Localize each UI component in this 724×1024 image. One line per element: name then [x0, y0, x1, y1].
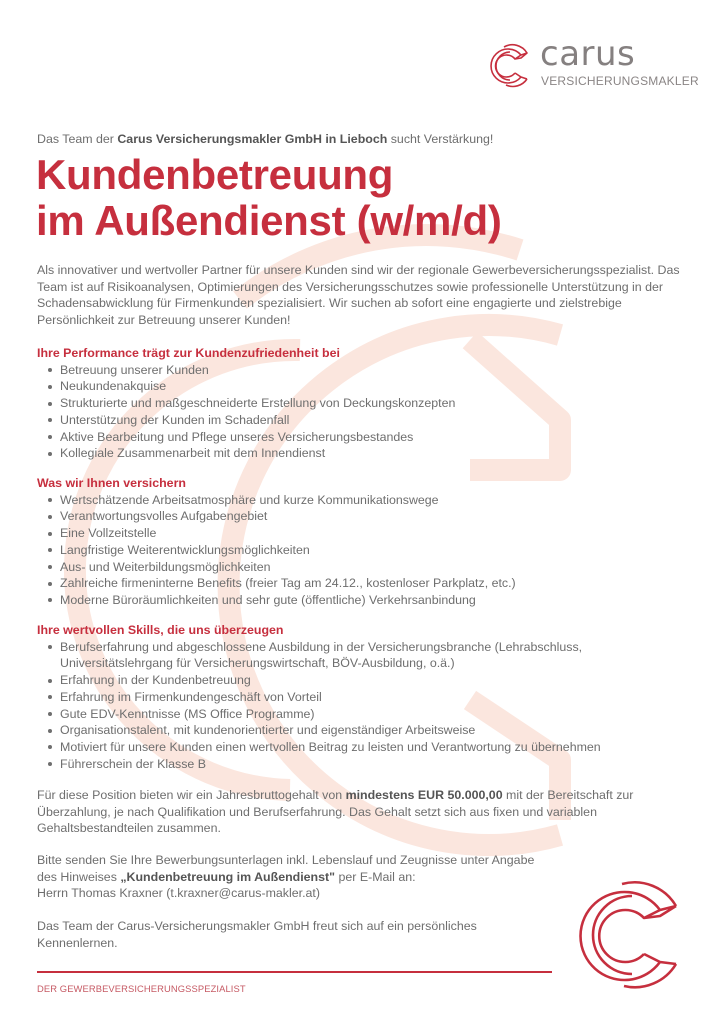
logo-subtitle: VERSICHERUNGSMAKLER: [541, 74, 699, 88]
list-item: Kollegiale Zusammenarbeit mit dem Innendienst: [48, 445, 697, 462]
carus-logo: [484, 34, 699, 92]
apply-line-1: Bitte senden Sie Ihre Bewerbungsunterlagen inkl. Lebenslauf und Zeugnisse unter Angabe: [37, 853, 535, 867]
list-item: Wertschätzende Arbeitsatmosphäre und kurze Kommunikationswege: [48, 492, 697, 509]
section-skills: [37, 622, 697, 772]
closing-line-1: Das Team der Carus-Versicherungsmakler GmbH freut sich auf ein persönliches: [37, 919, 477, 933]
carus-c-logo-icon: [484, 42, 534, 90]
list-item: Zahlreiche firmeninterne Benefits (freier Tag am 24.12., kostenloser Parkplatz, etc.): [48, 575, 697, 592]
intro-prefix: Das Team der: [37, 132, 118, 146]
list-item: Strukturierte und maßgeschneiderte Erstellung von Deckungskonzepten: [48, 395, 697, 412]
list-item: Gute EDV-Kenntnisse (MS Office Programme): [48, 706, 697, 723]
list-item: Berufserfahrung und abgeschlossene Ausbildung in der Versicherungsbranche (Lehrabschluss, Universitätslehrgang für Versicherungswirtschaft, BÖV-Ausbildung, o.ä.): [48, 639, 697, 672]
list-item: Erfahrung in der Kundenbetreuung: [48, 672, 697, 689]
section-benefits: [37, 475, 697, 609]
list-item: Neukundenakquise: [48, 378, 697, 395]
list-item: Aus- und Weiterbildungsmöglichkeiten: [48, 559, 697, 576]
section-heading: Ihre wertvollen Skills, die uns überzeugen: [37, 623, 284, 637]
title-line-2: im Außendienst (w/m/d): [36, 197, 502, 244]
bullet-list: [48, 492, 697, 609]
intro-line: [37, 131, 493, 147]
list-item: Unterstützung der Kunden im Schadenfall: [48, 412, 697, 429]
section-performance: [37, 345, 697, 462]
bullet-list: [48, 362, 697, 462]
section-heading: Was wir Ihnen versichern: [37, 476, 186, 490]
list-item: Motiviert für unsere Kunden einen wertvollen Beitrag zu leisten und Verantwortung zu übernehmen: [48, 739, 697, 756]
salary-prefix: Für diese Position bieten wir ein Jahresbruttogehalt von: [37, 788, 346, 802]
salary-paragraph: [37, 787, 697, 837]
page-title: [36, 152, 502, 244]
list-item: Aktive Bearbeitung und Pflege unseres Versicherungsbestandes: [48, 429, 697, 446]
logo-wordmark: carus: [540, 34, 636, 74]
section-heading: Ihre Performance trägt zur Kundenzufriedenheit bei: [37, 346, 340, 360]
list-item: Langfristige Weiterentwicklungsmöglichkeiten: [48, 542, 697, 559]
list-item: Eine Vollzeitstelle: [48, 525, 697, 542]
apply-line-2-prefix: des Hinweises: [37, 869, 121, 884]
salary-amount: mindestens EUR 50.000,00: [345, 788, 503, 802]
list-item: Führerschein der Klasse B: [48, 756, 697, 773]
list-item: Verantwortungsvolles Aufgabengebiet: [48, 508, 697, 525]
footer-tagline: DER GEWERBEVERSICHERUNGSSPEZIALIST: [37, 983, 246, 994]
closing-line-2: Kennenlernen.: [37, 935, 118, 950]
contact-email-link[interactable]: t.kraxner@carus-makler.at: [170, 886, 316, 901]
footer-divider: [37, 971, 552, 973]
list-item: Organisationstalent, mit kundenorientierter und eigenständiger Arbeitsweise: [48, 722, 697, 739]
carus-c-emblem-icon: [572, 876, 690, 994]
list-item: Moderne Büroräumlichkeiten und sehr gute (öffentliche) Verkehrsanbindung: [48, 592, 697, 609]
bullet-list: [48, 639, 697, 773]
contact-name: Herrn Thomas Kraxner: [37, 886, 163, 901]
intro-suffix: sucht Verstärkung!: [387, 132, 494, 146]
apply-line-2-suffix: per E-Mail an:: [335, 869, 416, 884]
list-item: Betreuung unserer Kunden: [48, 362, 697, 379]
intro-company: Carus Versicherungsmakler GmbH in Lieboch: [117, 132, 388, 146]
list-item: Erfahrung im Firmenkundengeschäft von Vorteil: [48, 689, 697, 706]
title-line-1: Kundenbetreuung: [36, 151, 394, 198]
salary-suffix: mit der Bereitschaft zur Überzahlung, je nach Qualifikation und Berufserfahrung. Das Gehalt setzt sich aus fixen und variablen Gehaltsbestandteilen zusammen.: [37, 788, 634, 836]
apply-reference: „Kundenbetreuung im Außendienst": [120, 869, 336, 884]
lead-paragraph: Als innovativer und wertvoller Partner für unsere Kunden sind wir der regionale Gewerbeversicherungsspezialist. Das Team ist auf Risikoanalysen, Optimierungen des Versicherungsschutzes sowie professionelle Unterstützung in der Schadensabwicklung für Firmenkunden spezialisiert. Wir suchen ab sofort eine engagierte und zielstrebige Persönlichkeit zur Betreuung unserer Kunden!: [37, 263, 680, 328]
apply-contact: Herrn Thomas Kraxner (t.kraxner@carus-makler.at): [37, 886, 320, 901]
